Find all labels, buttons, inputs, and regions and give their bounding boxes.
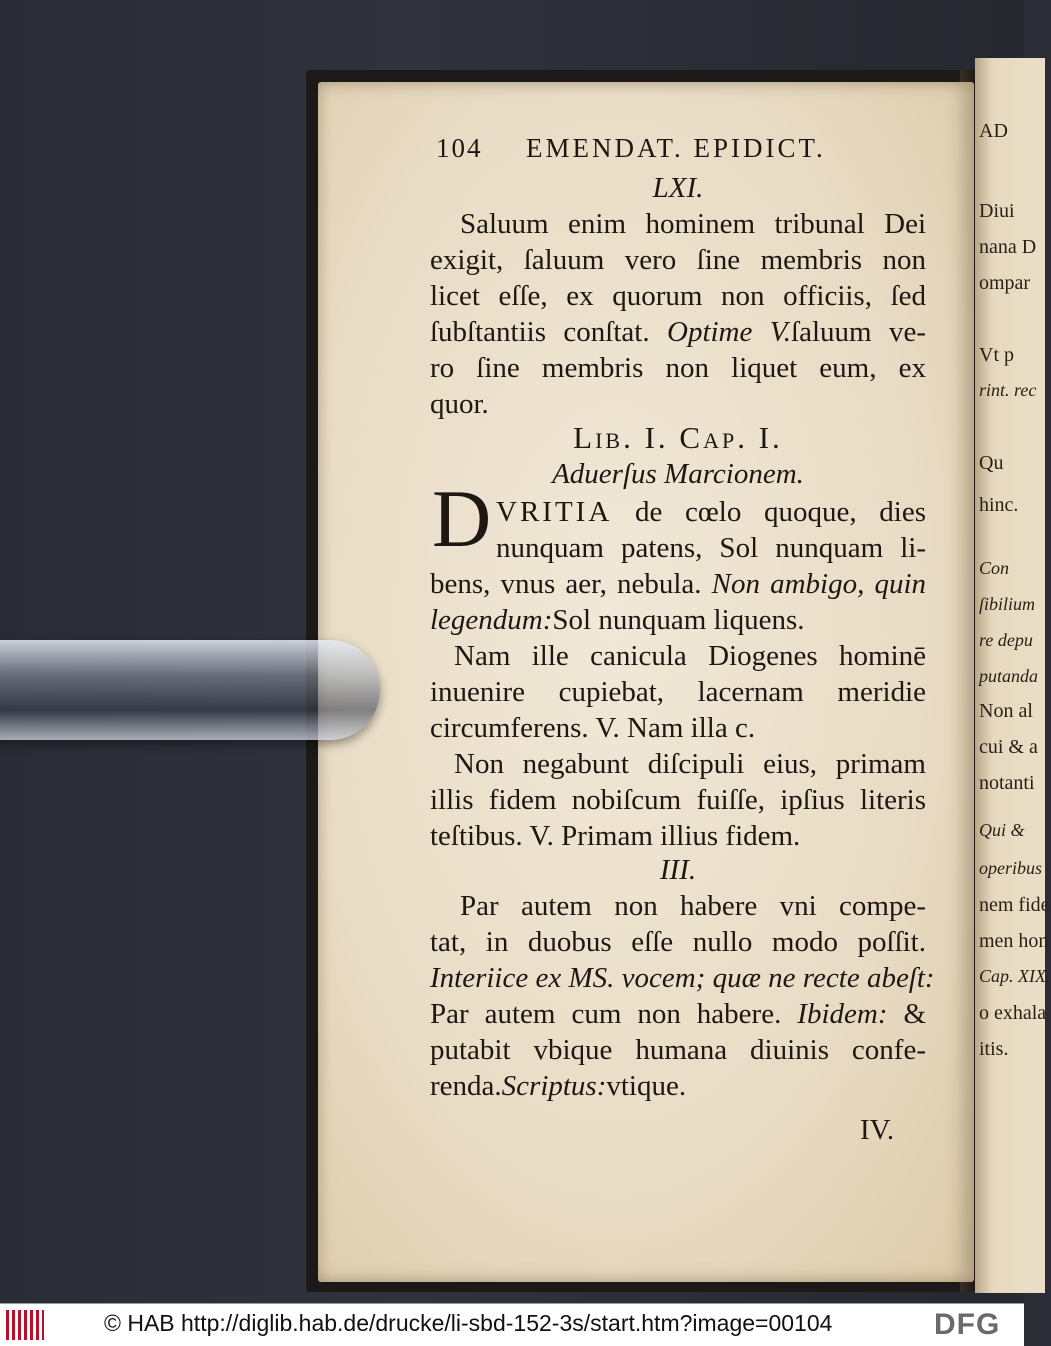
emphasis-span: Ibidem:	[797, 998, 888, 1030]
hab-logo-icon	[6, 1310, 44, 1340]
facing-page	[975, 58, 1051, 1293]
facing-line: putanda	[979, 666, 1039, 686]
glass-ruler	[0, 640, 380, 740]
emphasis-span: legendum:	[430, 604, 553, 636]
text-line: circumferens. V. Nam illa c.	[430, 712, 756, 744]
text-line: tat, in duobus eſſe nullo modo poſſit.	[430, 926, 926, 958]
text-line	[496, 494, 926, 530]
opening-word: VRITIA	[496, 496, 613, 528]
facing-line: men hon	[979, 930, 1049, 952]
emphasis-span: Non ambigo, quin	[711, 568, 927, 600]
facing-line: Con	[979, 558, 1010, 578]
emphasis-span: Scriptus:	[501, 1070, 607, 1102]
facing-line: Qu	[979, 452, 1004, 474]
text-span: renda.	[430, 1070, 502, 1102]
drop-capital: D	[432, 473, 492, 564]
text-line: Par autem non habere vni compe-	[460, 890, 926, 922]
facing-line: o exhala	[979, 1002, 1047, 1024]
text-span: vtique.	[606, 1070, 687, 1102]
text-span: bens, vnus aer, nebula.	[430, 568, 702, 600]
facing-line: hinc.	[979, 494, 1019, 516]
emphasis-span: Optime V.	[667, 316, 792, 348]
text-span: ſubſtantiis conſtat.	[430, 316, 650, 348]
text-span: &	[903, 998, 927, 1030]
facing-line: notanti	[979, 772, 1035, 794]
facing-line: cui & a	[979, 736, 1038, 758]
text-line: quor.	[430, 388, 489, 420]
text-line: ro ſine membris non liquet eum, ex	[430, 352, 926, 384]
text-line	[430, 566, 926, 602]
facing-line: Vt p	[979, 344, 1014, 366]
text-line	[430, 996, 926, 1032]
facing-line: re depu	[979, 630, 1033, 650]
facing-line: itis.	[979, 1038, 1009, 1060]
text-line	[430, 602, 805, 638]
footer-citation: © HAB http://diglib.hab.de/drucke/li-sbd-152-3s/start.htm?image=00104	[104, 1310, 833, 1336]
text-span: Par autem cum non habere.	[430, 998, 782, 1030]
facing-line: Qui &	[979, 820, 1025, 840]
dfg-logo: DFG	[934, 1308, 1001, 1341]
facing-line: Diui	[979, 200, 1015, 222]
facing-line: Non al	[979, 700, 1033, 722]
section-heading-iii: III.	[659, 854, 697, 886]
text-line: illis fidem nobiſcum fuiſſe, ipſius literis	[430, 784, 926, 816]
catchword: IV.	[860, 1114, 895, 1146]
text-line: Interiice ex MS. vocem; quæ ne recte abeſt:	[430, 962, 935, 994]
text-line: inuenire cupiebat, lacernam meridie	[430, 676, 926, 708]
page-number: 104	[436, 133, 483, 163]
facing-line: nem fide	[979, 894, 1050, 916]
book-subheading: Aduerſus Marcionem.	[552, 458, 804, 490]
footer-bar	[0, 1303, 1024, 1346]
facing-line: AD	[979, 120, 1008, 142]
text-line	[430, 1068, 686, 1104]
text-span: Sol nunquam liquens.	[552, 604, 805, 636]
facing-line: rint. rec	[979, 380, 1037, 400]
text-line: putabit vbique humana diuinis confe-	[430, 1034, 926, 1066]
text-line: licet eſſe, ex quorum non officiis, ſed	[430, 280, 926, 312]
book-heading: Lib. I. Cap. I.	[573, 420, 783, 455]
facing-line: operibus	[979, 858, 1042, 878]
text-line: teſtibus. V. Primam illius fidem.	[430, 820, 801, 852]
text-line: nunquam patens, Sol nunquam li-	[496, 532, 926, 564]
facing-line: ompar	[979, 272, 1031, 294]
facing-line: nana D	[979, 236, 1037, 258]
text-line: Non negabunt diſcipuli eius, primam	[454, 748, 926, 780]
text-line: exigit, ſaluum vero ſine membris non	[430, 244, 926, 276]
facing-line: ſibilium	[979, 594, 1036, 614]
section-heading-lxi: LXI.	[652, 172, 704, 204]
text-span: ſaluum ve-	[791, 316, 926, 348]
text-span: de cœlo quoque, dies	[634, 496, 926, 528]
text-line: Nam ille canicula Diogenes hominē	[454, 640, 926, 672]
text-line	[430, 314, 926, 350]
text-line: Saluum enim hominem tribunal Dei	[460, 208, 926, 240]
facing-line: Cap. XIX.	[979, 966, 1051, 986]
running-head: EMENDAT. EPIDICT.	[526, 133, 826, 163]
